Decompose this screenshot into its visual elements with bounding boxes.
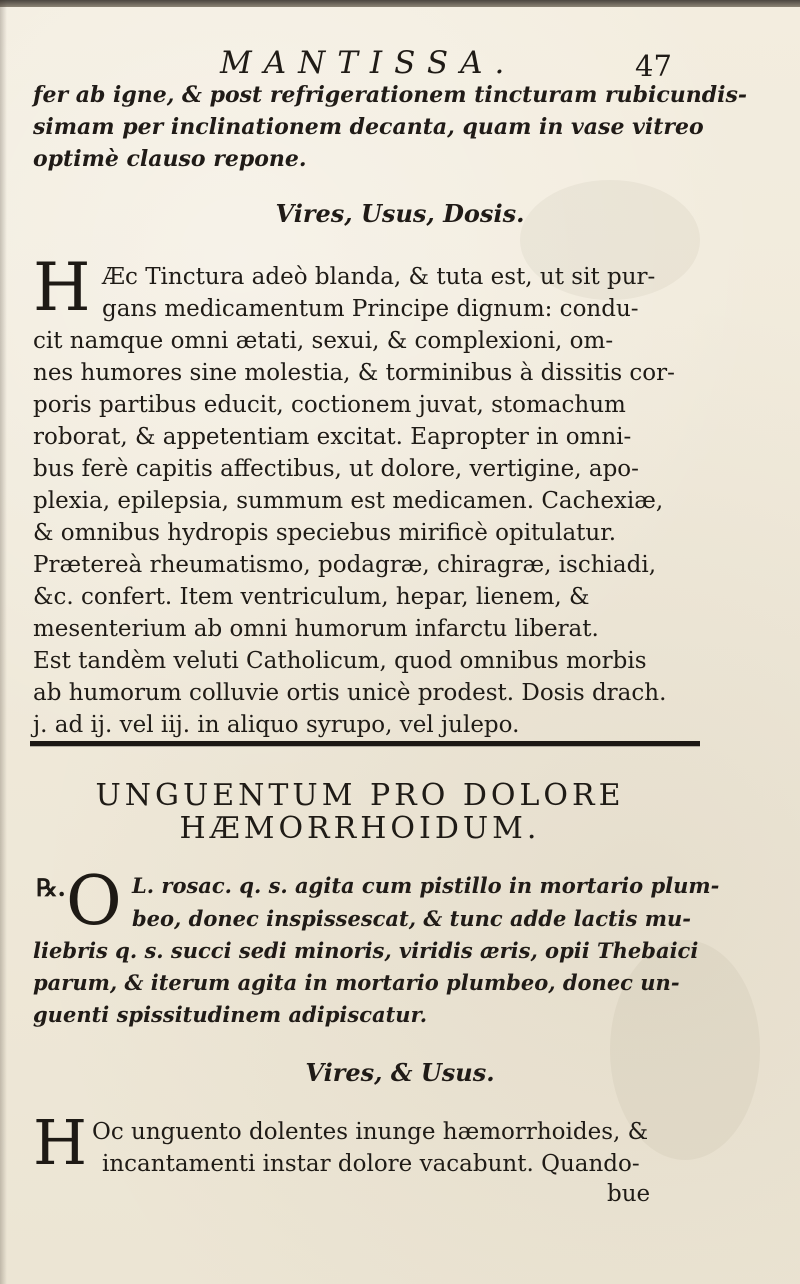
paragraph-line: Oc unguento dolentes inunge hæmorrhoides, & xyxy=(92,1119,649,1145)
paragraph-line: & omnibus hydropis speciebus mirificè opitulatur. xyxy=(33,520,617,546)
paragraph-line: nes humores sine molestia, & torminibus à dissitis cor- xyxy=(33,360,675,386)
running-title: MANTISSA. xyxy=(220,45,517,81)
running-head xyxy=(0,45,800,87)
recipe-line: beo, donec inspissescat, & tunc adde lactis mu- xyxy=(132,906,692,931)
section-subheading: Vires, & Usus. xyxy=(305,1058,495,1087)
recipe-line: liebris q. s. succi sedi minoris, viridis æris, opii Thebaici xyxy=(33,938,699,963)
paragraph-line: incantamenti instar dolore vacabunt. Quando- xyxy=(102,1151,640,1177)
page-top-edge xyxy=(0,0,800,7)
recipe-line: L. rosac. q. s. agita cum pistillo in mortario plum- xyxy=(132,873,720,898)
paragraph-line: cit namque omni ætati, sexui, & complexioni, om- xyxy=(33,328,614,354)
recipe-line: guenti spissitudinem adipiscatur. xyxy=(33,1002,428,1027)
continued-line-1: fer ab igne, & post refrigerationem tincturam rubicundis- xyxy=(33,82,748,108)
paragraph-line: poris partibus educit, coctionem juvat, stomachum xyxy=(33,392,626,418)
paragraph-line: mesenterium ab omni humorum infarctu liberat. xyxy=(33,616,599,642)
drop-cap: H xyxy=(33,1106,88,1179)
recipe-line: parum, & iterum agita in mortario plumbeo, donec un- xyxy=(33,970,680,995)
paragraph-line: bus ferè capitis affectibus, ut dolore, vertigine, apo- xyxy=(33,456,639,482)
paragraph-line: plexia, epilepsia, summum est medicamen. Cachexiæ, xyxy=(33,488,664,514)
paragraph-line: roborat, & appetentiam excitat. Eapropter in omni- xyxy=(33,424,632,450)
catchword: bue xyxy=(607,1181,651,1207)
continued-line-3: optimè clauso repone. xyxy=(33,146,307,172)
recipe-symbol: ℞. xyxy=(36,873,66,902)
paragraph-line: Æc Tinctura adeò blanda, & tuta est, ut sit pur- xyxy=(102,264,656,290)
paragraph-line: Prætereà rheumatismo, podagræ, chiragræ, ischiadi, xyxy=(33,552,656,578)
drop-cap: H xyxy=(33,249,91,326)
paragraph-line: ab humorum colluvie ortis unicè prodest. Dosis drach. xyxy=(33,680,667,706)
page-number: 47 xyxy=(635,49,672,83)
section-divider-rule xyxy=(30,741,700,746)
continued-line-2: simam per inclinationem decanta, quam in vase vitreo xyxy=(33,114,704,140)
paragraph-line: j. ad ij. vel iij. in aliquo syrupo, vel julepo. xyxy=(33,712,520,738)
section-title-line-1: UNGUENTUM PRO DOLORE xyxy=(95,778,625,813)
drop-cap: O xyxy=(66,862,122,941)
paragraph-line: &c. confert. Item ventriculum, hepar, lienem, & xyxy=(33,584,590,610)
gutter-shadow xyxy=(0,0,7,1284)
section-title-line-2: HÆMORRHOIDUM. xyxy=(179,811,541,846)
paragraph-line: Est tandèm veluti Catholicum, quod omnibus morbis xyxy=(33,648,647,674)
paragraph-line: gans medicamentum Principe dignum: condu- xyxy=(102,296,639,322)
section-subheading: Vires, Usus, Dosis. xyxy=(275,199,525,228)
